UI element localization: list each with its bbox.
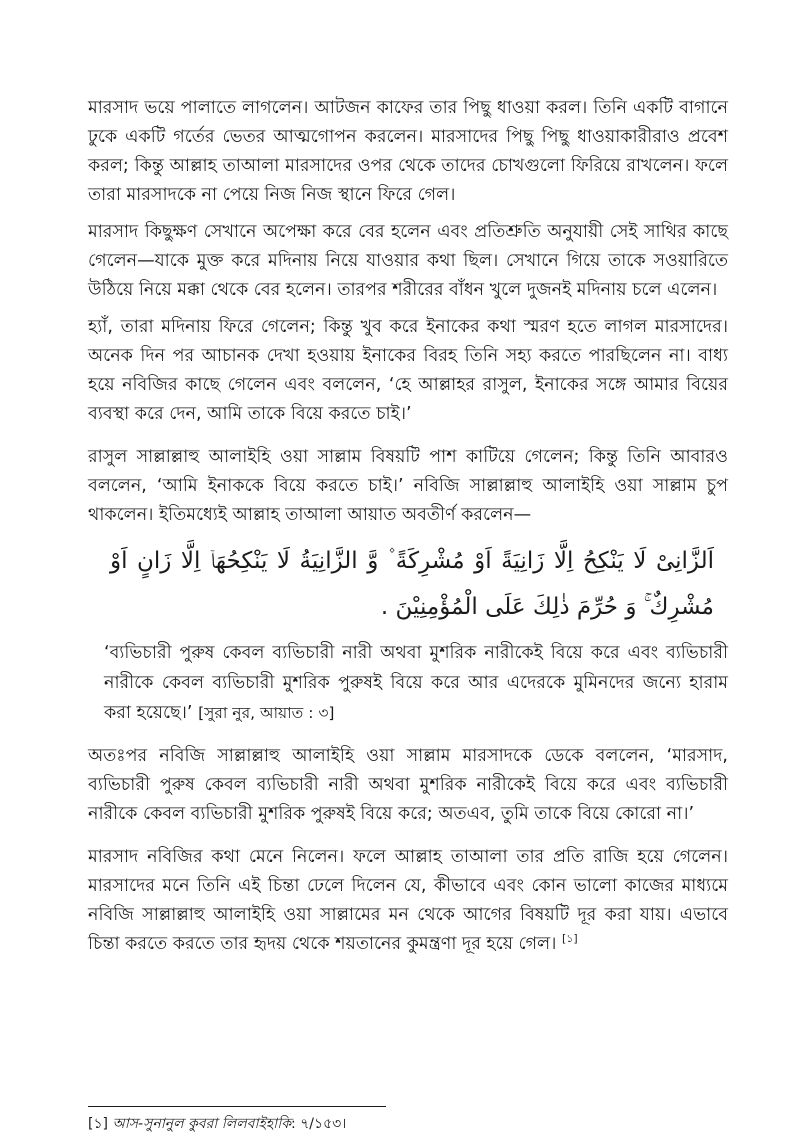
paragraph-1: মারসাদ ভয়ে পালাতে লাগলেন। আটজন কাফের তার পিছু ধাওয়া করল। তিনি একটি বাগানে ঢুকে একটি গর্তের ভেতর আত্মগোপন করলেন। মারসাদের পিছু পিছু ধাওয়াকারীরাও প্রবেশ করল; কিন্তু আল্লাহ তাআলা মারসাদের ওপর থেকে তাদের চোখগুলো ফিরিয়ে রাখলেন। ফলে তারা মারসাদকে না পেয়ে নিজ নিজ স্থানে ফিরে গেল।	[88, 98, 728, 205]
verse-citation: [সুরা নুর, আয়াত : ৩]	[198, 704, 335, 722]
footnote-reference: : ৭/১৫৩।	[291, 1116, 347, 1132]
footnote-number: [১]	[88, 1116, 109, 1132]
footnote-source: আস-সুনানুল কুবরা লিলবাইহাকি	[112, 1116, 292, 1132]
paragraph-2: মারসাদ কিছুক্ষণ সেখানে অপেক্ষা করে বের হলেন এবং প্রতিশ্রুতি অনুযায়ী সেই সাথির কাছে গেলেন—যাকে মুক্ত করে মদিনায় নিয়ে যাওয়ার কথা ছিল। সেখানে গিয়ে তাকে সওয়ারিতে উঠিয়ে নিয়ে মক্কা থেকে বের হলেন। তারপর শরীরের বাঁধন খুলে দুজনই মদিনায় চলে এলেন।	[88, 222, 728, 300]
footnote-divider	[88, 1106, 386, 1107]
paragraph-6-text: মারসাদ নবিজির কথা মেনে নিলেন। ফলে আল্লাহ তাআলা তার প্রতি রাজি হয়ে গেলেন। মারসাদের মনে তিনি এই চিন্তা ঢেলে দিলেন যে, কীভাবে এবং কোন ভালো কাজের মাধ্যমে নবিজি সাল্লাল্লাহু আলাইহি ওয়া সাল্লামের মন থেকে আগের বিষয়টি দূর করা যায়। এভাবে চিন্তা করতে করতে তার হৃদয় থেকে শয়তানের কুমন্ত্রণা দূর হয়ে গেল।	[88, 847, 728, 954]
paragraph-5: অতঃপর নবিজি সাল্লাল্লাহু আলাইহি ওয়া সাল্লাম মারসাদকে ডেকে বললেন, ‘মারসাদ, ব্যভিচারী পুরুষ কেবল ব্যভিচারী নারী অথবা মুশরিক নারীকেই বিয়ে করে এবং ব্যভিচারী নারীকে কেবল ব্যভিচারী মুশরিক পুরুষই বিয়ে করে; অতএব, তুমি তাকে বিয়ে কোরো না।’	[88, 746, 728, 824]
footnote-marker[interactable]: [১]	[561, 932, 578, 946]
verse-translation	[88, 638, 728, 728]
paragraph-3: হ্যাঁ, তারা মদিনায় ফিরে গেলেন; কিন্তু খুব করে ইনাকের কথা স্মরণ হতে লাগল মারসাদের। অনেক দিন পর আচানক দেখা হওয়ায় ইনাকের বিরহ তিনি সহ্য করতে পারছিলেন না। বাধ্য হয়ে নবিজির কাছে গেলেন এবং বললেন, ‘হে আল্লাহর রাসুল, ইনাকের সঙ্গে আমার বিয়ের ব্যবস্থা করে দেন, আমি তাকে বিয়ে করতে চাই।’	[88, 317, 728, 424]
paragraph-6	[88, 843, 728, 959]
translation-text: ‘ব্যভিচারী পুরুষ কেবল ব্যভিচারী নারী অথবা মুশরিক নারীকেই বিয়ে করে এবং ব্যভিচারী নারীকে কেবল ব্যভিচারী মুশরিক পুরুষই বিয়ে করে আর এদেরকে মুমিনদের জন্যে হারাম করা হয়েছে।’	[104, 643, 728, 723]
page-body	[88, 94, 728, 967]
paragraph-4: রাসুল সাল্লাল্লাহু আলাইহি ওয়া সাল্লাম বিষয়টি পাশ কাটিয়ে গেলেন; কিন্তু তিনি আবারও বললেন, ‘আমি ইনাককে বিয়ে করতে চাই।’ নবিজি সাল্লাল্লাহু আলাইহি ওয়া সাল্লাম চুপ থাকলেন। ইতিমধ্যেই আল্লাহ তাআলা আয়াত অবতীর্ণ করলেন—	[88, 447, 728, 525]
footnote	[88, 1114, 346, 1134]
arabic-verse: اَلزَّانِیْ لَا یَنْكِحُ اِلَّا زَانِیَةً اَوْ مُشْرِكَةً ۫ وَّ الزَّانِیَةُ لَا یَنْكِحُهَاۤ اِلَّا زَانٍ اَوْ مُشْرِكٌ ۚ وَ حُرِّمَ ذٰلِكَ عَلَی الْمُؤْمِنِیْنَ .	[110, 548, 714, 620]
